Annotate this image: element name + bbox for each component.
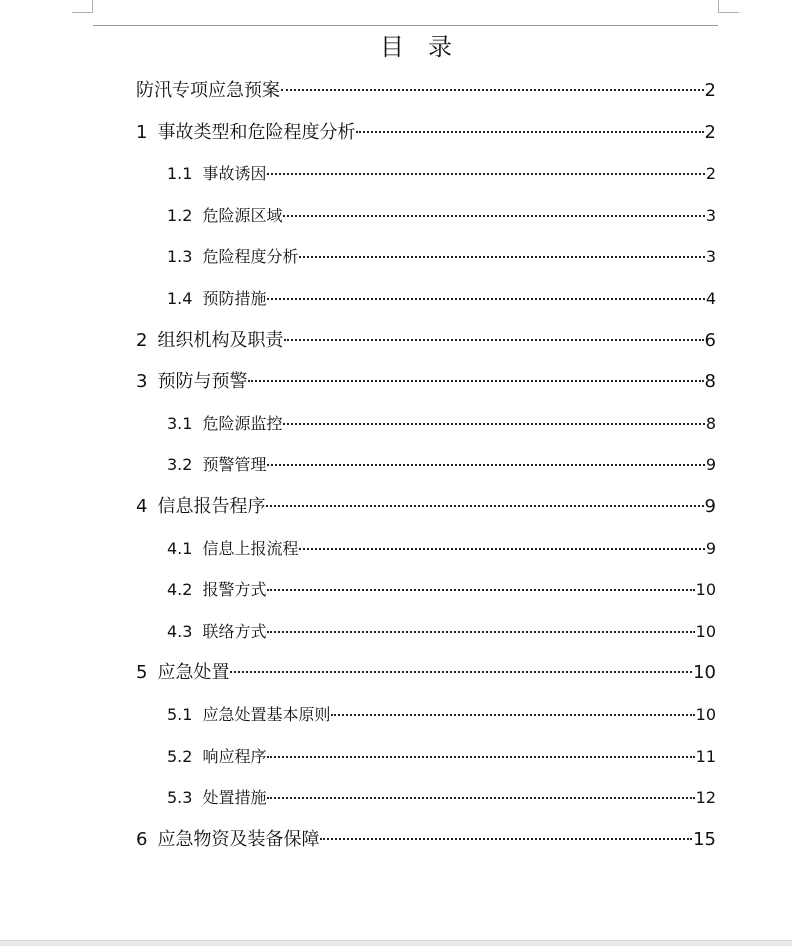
toc-entry-label: 事故诱因 bbox=[202, 164, 267, 184]
toc-entry[interactable] bbox=[136, 736, 716, 778]
toc-entry-page-number: 10 bbox=[693, 662, 716, 684]
toc-entry-number: 1.4 bbox=[167, 288, 193, 308]
toc-entry-page-number: 3 bbox=[705, 247, 716, 267]
toc-entry-number: 6 bbox=[136, 828, 148, 850]
toc-entry[interactable] bbox=[136, 70, 716, 112]
toc-entry-label: 报警方式 bbox=[202, 580, 267, 600]
toc-entry-number: 3 bbox=[136, 371, 148, 393]
toc-dot-leader bbox=[267, 631, 694, 633]
toc-entry-label: 联络方式 bbox=[202, 621, 267, 641]
toc-entry-label: 应急物资及装备保障 bbox=[157, 828, 320, 850]
toc-entry-page-number: 9 bbox=[704, 495, 716, 517]
toc-entry-page-number: 11 bbox=[695, 746, 716, 766]
toc-entry-label: 危险程度分析 bbox=[202, 247, 299, 267]
toc-entry-page-number: 9 bbox=[705, 538, 716, 558]
toc-dot-leader bbox=[267, 756, 694, 758]
toc-entry-page-number: 10 bbox=[695, 621, 716, 641]
toc-entry-number: 5.1 bbox=[167, 704, 193, 724]
toc-entry[interactable] bbox=[136, 236, 716, 278]
toc-entry[interactable] bbox=[136, 153, 716, 195]
toc-entry-page-number: 6 bbox=[704, 329, 716, 351]
toc-entry-label: 事故类型和危险程度分析 bbox=[157, 121, 356, 143]
toc-entry-page-number: 10 bbox=[695, 580, 716, 600]
toc-dot-leader bbox=[266, 505, 703, 507]
toc-entry-label: 信息上报流程 bbox=[202, 538, 299, 558]
toc-entry-page-number: 3 bbox=[705, 205, 716, 225]
toc-dot-leader bbox=[356, 131, 703, 133]
toc-entry-page-number: 2 bbox=[705, 164, 716, 184]
toc-entry-number: 1.1 bbox=[167, 164, 193, 184]
toc-dot-leader bbox=[331, 714, 694, 716]
toc-entry[interactable] bbox=[136, 486, 716, 528]
toc-entry-number: 4 bbox=[136, 495, 148, 517]
toc-dot-leader bbox=[299, 548, 704, 550]
toc-dot-leader bbox=[267, 298, 704, 300]
toc-dot-leader bbox=[283, 215, 704, 217]
toc-entry-label: 组织机构及职责 bbox=[157, 329, 284, 351]
toc-dot-leader bbox=[230, 671, 692, 673]
toc-entry-number: 5 bbox=[136, 662, 148, 684]
toc-title: 目录 bbox=[380, 33, 476, 61]
toc-entry-label: 响应程序 bbox=[202, 746, 267, 766]
toc-entry[interactable] bbox=[136, 819, 716, 861]
toc-entry-label: 处置措施 bbox=[202, 788, 267, 808]
toc-entry-label: 应急处置 bbox=[157, 662, 230, 684]
toc-dot-leader bbox=[267, 173, 704, 175]
toc-dot-leader bbox=[320, 838, 692, 840]
toc-entry-label: 预警管理 bbox=[202, 455, 267, 475]
toc-entry-page-number: 2 bbox=[704, 121, 716, 143]
toc-entry-label: 应急处置基本原则 bbox=[202, 704, 331, 724]
toc-entry-number: 5.2 bbox=[167, 746, 193, 766]
toc-entry-number: 1.3 bbox=[167, 247, 193, 267]
toc-entry-number: 1.2 bbox=[167, 205, 193, 225]
toc-entry-number: 4.3 bbox=[167, 621, 193, 641]
toc-entry-number: 3.1 bbox=[167, 413, 193, 433]
toc-entry-number: 4.1 bbox=[167, 538, 193, 558]
toc-entry-page-number: 2 bbox=[704, 80, 716, 101]
toc-entry-page-number: 8 bbox=[704, 371, 716, 393]
toc-entry-page-number: 8 bbox=[705, 413, 716, 433]
page-bottom-edge bbox=[0, 940, 792, 946]
toc-dot-leader bbox=[267, 589, 694, 591]
toc-entry[interactable] bbox=[136, 652, 716, 694]
toc-entry[interactable] bbox=[136, 444, 716, 486]
toc-entry[interactable] bbox=[136, 694, 716, 736]
toc-dot-leader bbox=[283, 423, 704, 425]
toc-entry-number: 4.2 bbox=[167, 580, 193, 600]
toc-entry[interactable] bbox=[136, 528, 716, 570]
toc-entry-page-number: 15 bbox=[693, 828, 716, 850]
toc-entry[interactable] bbox=[136, 569, 716, 611]
page-corner-mark-left bbox=[72, 0, 93, 13]
toc-entry[interactable] bbox=[136, 278, 716, 320]
toc-dot-leader bbox=[267, 464, 704, 466]
toc-entry[interactable] bbox=[136, 777, 716, 819]
toc-entry-label: 预防措施 bbox=[202, 288, 267, 308]
toc-entry[interactable] bbox=[136, 403, 716, 445]
toc-entry[interactable] bbox=[136, 320, 716, 362]
toc-dot-leader bbox=[248, 380, 703, 382]
toc-dot-leader bbox=[299, 256, 704, 258]
toc-entry[interactable] bbox=[136, 611, 716, 653]
toc-entry-page-number: 4 bbox=[705, 288, 716, 308]
toc-entry-number: 5.3 bbox=[167, 788, 193, 808]
toc-entry[interactable] bbox=[136, 361, 716, 403]
page-corner-mark-right bbox=[718, 0, 739, 13]
toc-entry-number: 1 bbox=[136, 121, 148, 143]
toc-dot-leader bbox=[267, 797, 694, 799]
toc-dot-leader bbox=[284, 339, 703, 341]
page-top-margin-line bbox=[93, 25, 718, 26]
toc-entry-label: 危险源监控 bbox=[202, 413, 283, 433]
toc-entry-page-number: 10 bbox=[695, 704, 716, 724]
toc-entry-number: 3.2 bbox=[167, 455, 193, 475]
toc-entry[interactable] bbox=[136, 195, 716, 237]
toc-entry-number: 2 bbox=[136, 329, 148, 351]
table-of-contents bbox=[136, 70, 716, 860]
toc-entry-label: 防汛专项应急预案 bbox=[136, 80, 280, 101]
toc-entry-page-number: 9 bbox=[705, 455, 716, 475]
toc-entry[interactable] bbox=[136, 112, 716, 154]
toc-dot-leader bbox=[281, 89, 704, 91]
toc-entry-label: 信息报告程序 bbox=[157, 495, 266, 517]
toc-entry-label: 预防与预警 bbox=[157, 371, 248, 393]
toc-entry-label: 危险源区域 bbox=[202, 205, 283, 225]
toc-entry-page-number: 12 bbox=[695, 788, 716, 808]
